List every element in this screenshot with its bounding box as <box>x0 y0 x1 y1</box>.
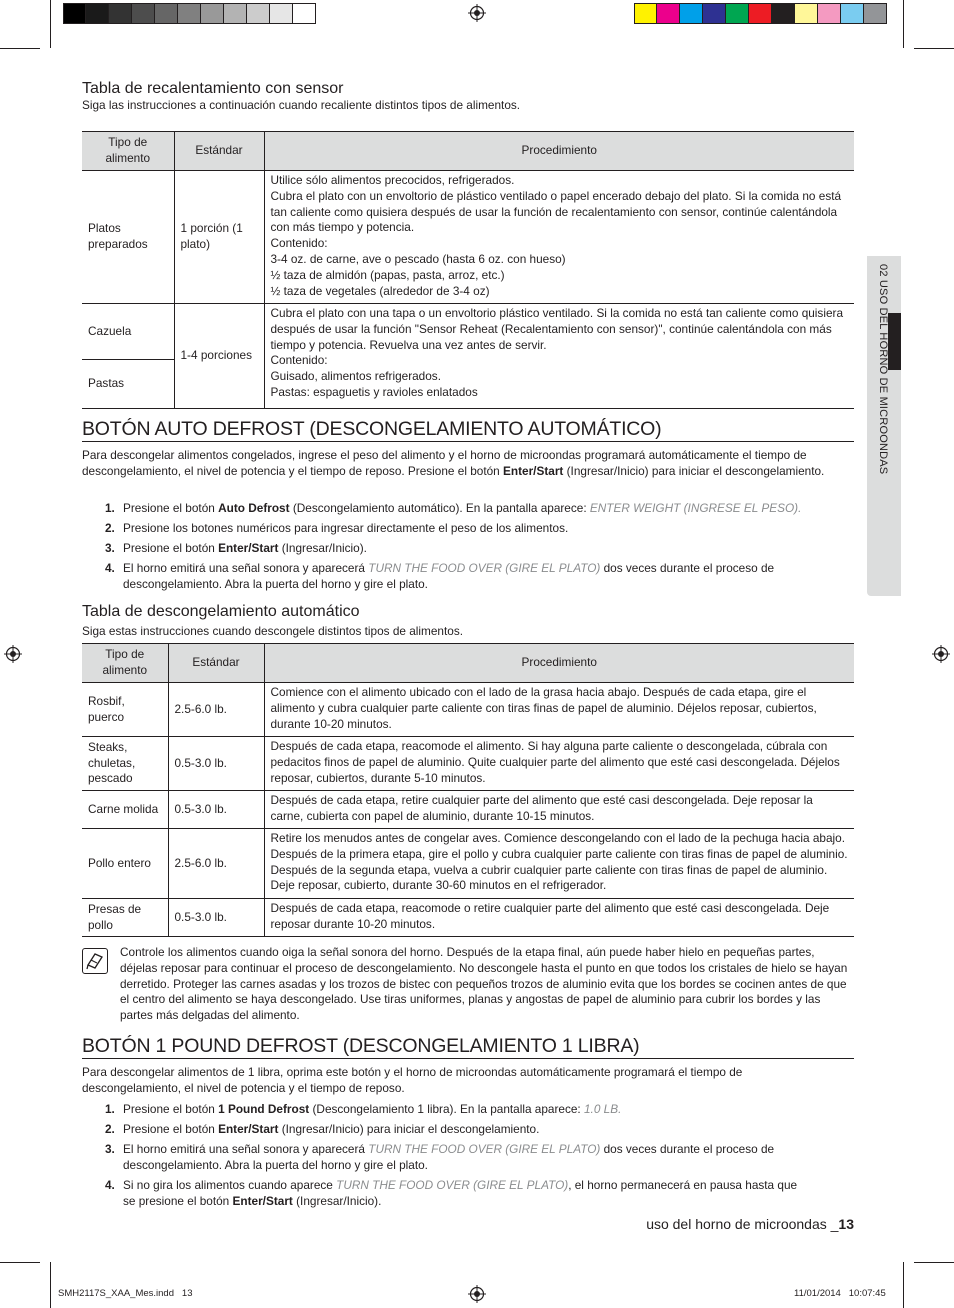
step-text: Presione el botón <box>123 501 219 515</box>
contents-item: 3-4 oz. de carne, ave o pescado (hasta 6 oz. con hueso) <box>270 251 566 266</box>
step-text: (Descongelamiento 1 libra). En la pantalla aparece: <box>309 1102 584 1116</box>
sensor-reheat-table <box>82 131 854 409</box>
step-text: Enter/Start <box>232 1194 293 1208</box>
table-cell: Retire los menudos antes de congelar aves. Comience descongelando con el lado de la pechuga hacia abajo. Después de la primera etapa, gire el pollo y cubra cualquier parte caliente con tiras finas de papel de aluminio. Después de la segunda etapa, vuelva a cubrir cualquier parte caliente con tiras finas de papel de aluminio. Deje reposar, cubierto, durante 30-60 minutos en el refrigerador. <box>264 829 854 899</box>
step-text: TURN THE FOOD OVER (GIRE EL PLATO) <box>368 561 601 575</box>
procedure-text: (Recalentamiento con sensor)", continúe calentándola con más tiempo y potencia. Revuelva una vez antes de servir. <box>270 321 832 352</box>
table-cell: Después de cada etapa, reacomode el alimento. Si hay alguna parte caliente o descongelada, cúbrala con pedacitos finos de papel de aluminio. Quite cualquier parte del alimento que esté casi descongelada. Déjelos reposar, cubiertos, durante 5-10 minutos. <box>264 737 854 791</box>
step-text: , el horno permanecerá en pausa hasta que se presione el botón <box>123 1178 798 1208</box>
color-swatch <box>63 3 86 24</box>
heading-rule <box>82 441 854 442</box>
section-intro <box>82 447 842 479</box>
table-row <box>82 683 854 737</box>
color-swatch <box>86 3 109 24</box>
color-swatch <box>293 3 316 24</box>
page-number: 13 <box>838 1216 854 1232</box>
color-swatch <box>680 3 703 24</box>
color-swatch <box>109 3 132 24</box>
color-swatch <box>201 3 224 24</box>
intro-text: Enter/Start <box>503 464 564 478</box>
column-header: Tipo de alimento <box>82 644 168 683</box>
color-swatch <box>749 3 772 24</box>
grayscale-color-bar <box>63 3 316 24</box>
color-swatch <box>795 3 818 24</box>
color-swatch <box>864 3 887 24</box>
intro-text: (Ingresar/Inicio) para iniciar el descongelamiento. <box>563 464 825 478</box>
table-cell: 0.5-3.0 lb. <box>168 899 264 937</box>
file-slug: SMH2117S_XAA_Mes.indd 13 <box>58 1288 193 1299</box>
table-cell: Carne molida <box>82 791 168 829</box>
table-cell: Pollo entero <box>82 829 168 899</box>
page-footer <box>646 1216 854 1232</box>
steps-list <box>82 1101 802 1213</box>
color-swatch <box>818 3 841 24</box>
step-text: Enter/Start <box>218 1122 279 1136</box>
crop-mark <box>50 1262 51 1308</box>
section-subtitle: Tabla de descongelamiento automático <box>82 603 360 620</box>
intro-text: Para descongelar alimentos congelados, ingrese el peso del alimento y el horno de microondas programará automáticamente el tiempo de descongelamiento, el nivel de potencia y el tiempo de reposo. Presione el botón <box>82 448 807 478</box>
step-text: 1 Pound Defrost <box>218 1102 310 1116</box>
step-number: 4. <box>105 561 115 575</box>
note-text: Controle los alimentos cuando oiga la señal sonora del horno. Después de la etapa final, aún puede haber hielo en pequeñas partes, déjelas reposar para continuar el proceso de descongelamiento. No descongele hasta el punto en que todos los cristales de hielo se hayan derretido. Proteger las carnes asadas y los trozos de bistec con pequeños trozos de aluminio evita que los bordes se cocinen antes de que el centro del alimento se haya descongelado. Use tiras uniformes, planas y angostas de papel de aluminio para cubrir los bordes y las partes más delgadas del alimento. <box>120 945 848 1023</box>
procedure-text: Cubra el plato con una tapa o un envoltorio plástico ventilado. Si la comida no está tan caliente como quisiera después de usar la función " <box>270 306 844 336</box>
color-swatch <box>247 3 270 24</box>
table-cell: Steaks, chuletas, pescado <box>82 737 168 791</box>
color-swatch <box>657 3 680 24</box>
step-text: Enter/Start <box>218 541 279 555</box>
list-item <box>82 540 802 556</box>
contents-item: Pastas: espaguetis y ravioles enlatados <box>270 384 478 399</box>
table-cell: 2.5-6.0 lb. <box>168 829 264 899</box>
crop-mark <box>903 1262 904 1308</box>
column-header: Estándar <box>174 132 264 171</box>
table-cell: Pastas <box>82 360 174 409</box>
color-swatch <box>841 3 864 24</box>
step-text: El horno emitirá una señal sonora y aparecerá <box>123 1142 369 1156</box>
section-intro: Para descongelar alimentos de 1 libra, oprima este botón y el horno de microondas automáticamente programará el tiempo de descongelamiento, el nivel de potencia y el tiempo de reposo. <box>82 1065 743 1095</box>
step-text: TURN THE FOOD OVER (GIRE EL PLATO) <box>336 1178 569 1192</box>
procedure-text: Sensor Reheat <box>418 321 498 336</box>
crop-mark <box>0 48 40 49</box>
process-color-bar <box>634 3 887 24</box>
step-text: Presione el botón <box>123 1102 219 1116</box>
crop-mark <box>903 0 904 48</box>
table-row <box>82 304 854 360</box>
step-text: Presione el botón <box>123 1122 219 1136</box>
registration-mark-icon <box>468 1285 486 1303</box>
registration-mark-icon <box>4 645 22 663</box>
step-text: Presione el botón <box>123 541 219 555</box>
crop-mark <box>914 1262 954 1263</box>
step-text: Auto Defrost <box>218 501 290 515</box>
step-text: El horno emitirá una señal sonora y aparecerá <box>123 561 369 575</box>
list-item <box>82 560 802 592</box>
color-swatch <box>155 3 178 24</box>
step-text: dos veces durante el proceso de descongelamiento. Abra la puerta del horno y gire el plato. <box>123 561 775 591</box>
color-swatch <box>132 3 155 24</box>
crop-mark <box>50 0 51 48</box>
table-cell: Comience con el alimento ubicado con el lado de la grasa hacia abajo. Después de cada etapa, gire el alimento y cubra cualquier parte caliente con tiras finas de papel de aluminio. Déjelos reposar, cubiertos, durante 10-20 minutos. <box>264 683 854 737</box>
section-intro: Siga estas instrucciones cuando descongele distintos tipos de alimentos. <box>82 624 464 638</box>
table-cell: Después de cada etapa, reacomode o retire cualquier parte del alimento que esté casi descongelada. Deje reposar durante 10-20 minutos. <box>264 899 854 937</box>
table-cell <box>264 171 854 304</box>
table-cell: Presas de pollo <box>82 899 168 937</box>
contents-label: Contenido: <box>270 236 328 251</box>
auto-defrost-table <box>82 643 854 937</box>
print-date: 11/01/2014 10:07:45 <box>794 1288 886 1299</box>
step-text: Si no gira los alimentos cuando aparece <box>123 1178 337 1192</box>
column-header: Procedimiento <box>264 132 854 171</box>
list-item <box>82 1101 802 1117</box>
column-header: Estándar <box>168 644 264 683</box>
step-text: (Ingresar/Inicio) para iniciar el descongelamiento. <box>278 1122 540 1136</box>
table-cell: Rosbif, puerco <box>82 683 168 737</box>
section-heading: BOTÓN 1 POUND DEFROST (DESCONGELAMIENTO 1 LIBRA) <box>82 1035 640 1057</box>
procedure-line: Utilice sólo alimentos precocidos, refrigerados. <box>270 173 515 187</box>
color-swatch <box>634 3 657 24</box>
step-text: TURN THE FOOD OVER (GIRE EL PLATO) <box>368 1142 601 1156</box>
list-item <box>82 520 802 536</box>
column-header: Procedimiento <box>264 644 854 683</box>
step-text: (Ingresar/Inicio). <box>278 541 367 555</box>
heading-rule <box>82 1058 854 1059</box>
chapter-marker <box>888 313 901 370</box>
list-item <box>82 1121 802 1137</box>
table-row <box>82 829 854 899</box>
contents-label: Contenido: <box>270 353 328 368</box>
color-swatch <box>224 3 247 24</box>
list-item <box>82 1177 802 1209</box>
column-header: Tipo de alimento <box>82 132 174 171</box>
table-cell: Platos preparados <box>82 171 174 304</box>
step-text: ENTER WEIGHT (INGRESE EL PESO). <box>589 501 802 515</box>
step-number: 2. <box>105 1122 115 1136</box>
step-text: dos veces durante el proceso de descongelamiento. Abra la puerta del horno y gire el plato. <box>123 1142 775 1172</box>
color-swatch <box>726 3 749 24</box>
registration-mark-icon <box>932 645 950 663</box>
table-cell: 2.5-6.0 lb. <box>168 683 264 737</box>
crop-mark <box>914 48 954 49</box>
section-intro: Siga las instrucciones a continuación cuando recaliente distintos tipos de alimentos. <box>82 98 521 112</box>
table-cell: Cazuela <box>82 304 174 360</box>
table-cell: Después de cada etapa, retire cualquier parte del alimento que esté casi descongelada. Deje reposar la carne, cubierta con papel de aluminio, durante 10-15 minutos. <box>264 791 854 829</box>
contents-item: Guisado, alimentos refrigerados. <box>270 369 441 384</box>
step-text: Presione los botones numéricos para ingresar directamente el peso de los alimentos. <box>123 521 569 535</box>
list-item <box>82 1141 802 1173</box>
table-cell: 1 porción (1 plato) <box>174 171 264 304</box>
section-heading: BOTÓN AUTO DEFROST (DESCONGELAMIENTO AUTOMÁTICO) <box>82 418 662 440</box>
step-number: 4. <box>105 1178 115 1192</box>
color-swatch <box>772 3 795 24</box>
footer-label: uso del horno de microondas _ <box>646 1216 839 1232</box>
table-row <box>82 899 854 937</box>
contents-item: ½ taza de vegetales (alrededor de 3-4 oz) <box>270 283 490 298</box>
table-cell: 0.5-3.0 lb. <box>168 791 264 829</box>
color-swatch <box>178 3 201 24</box>
color-swatch <box>270 3 293 24</box>
list-item <box>82 500 802 516</box>
crop-mark <box>0 1262 40 1263</box>
step-number: 1. <box>105 501 115 515</box>
step-text: 1.0 LB. <box>583 1102 622 1116</box>
table-row <box>82 737 854 791</box>
step-text: (Descongelamiento automático). En la pantalla aparece: <box>289 501 590 515</box>
steps-list <box>82 500 802 596</box>
step-text: (Ingresar/Inicio). <box>292 1194 382 1208</box>
step-number: 1. <box>105 1102 115 1116</box>
table-cell: 0.5-3.0 lb. <box>168 737 264 791</box>
chapter-label: 02 USO DEL HORNO DE MICROONDAS <box>877 264 889 475</box>
contents-item: ½ taza de almidón (papas, pasta, arroz, etc.) <box>270 267 505 282</box>
table-cell <box>264 304 854 409</box>
procedure-line: Cubra el plato con un envoltorio de plástico ventilado o papel encerado debajo del plato. Si la comida no está tan caliente como quisiera después de usar la función de recalentamiento con sensor, continúe calentándola con más tiempo y potencia. <box>270 188 842 235</box>
table-row <box>82 791 854 829</box>
table-row <box>82 171 854 304</box>
chapter-side-tab <box>867 256 901 596</box>
procedure-line <box>271 306 849 353</box>
note-icon <box>82 948 108 974</box>
section-subtitle: Tabla de recalentamiento con sensor <box>82 80 344 97</box>
table-cell: 1-4 porciones <box>174 304 264 409</box>
step-number: 3. <box>105 541 115 555</box>
step-number: 2. <box>105 521 115 535</box>
color-swatch <box>703 3 726 24</box>
step-number: 3. <box>105 1142 115 1156</box>
registration-mark-icon <box>468 4 486 22</box>
